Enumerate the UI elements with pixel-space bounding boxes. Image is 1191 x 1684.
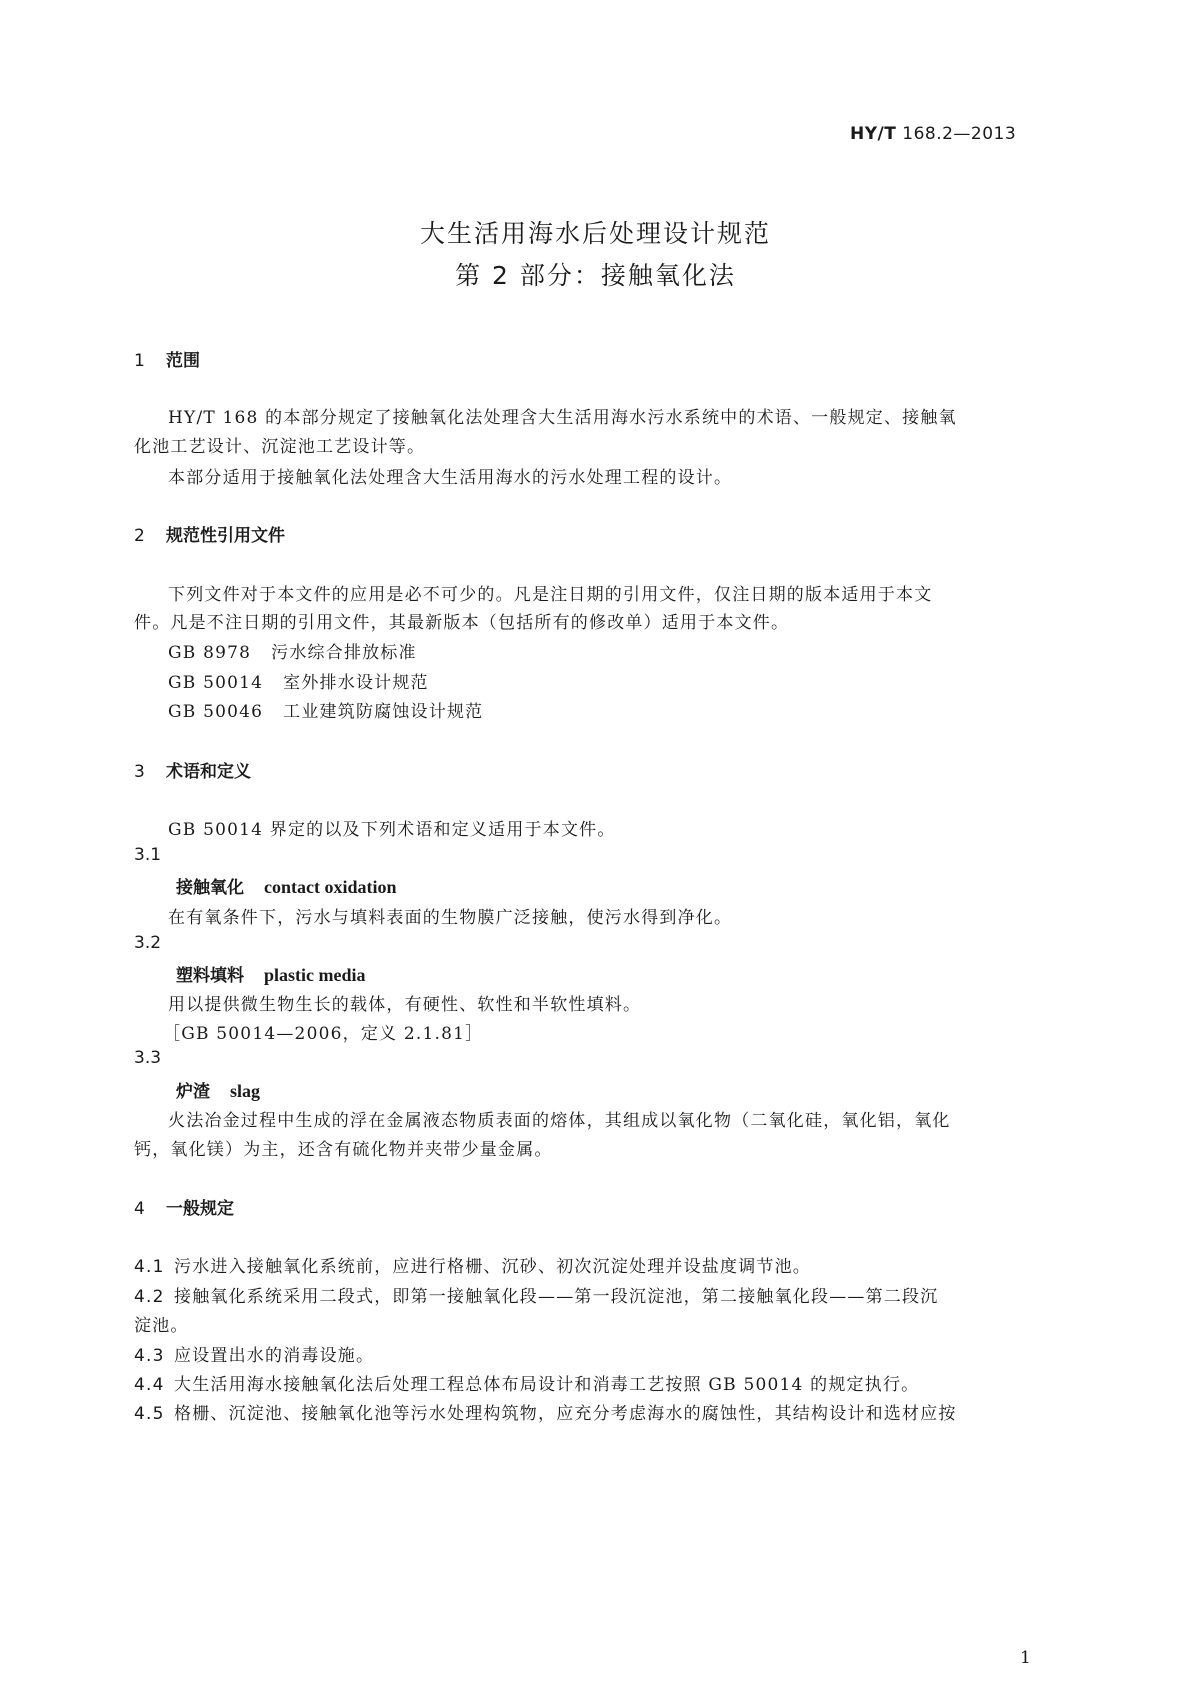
section-number: 2	[134, 526, 145, 546]
term-definition: 火法冶金过程中生成的浮在金属液态物质表面的熔体，其组成以氧化物（二氧化硅，氧化铝，氧化	[168, 1111, 951, 1131]
section-4-heading	[134, 1194, 234, 1219]
term-english: contact oxidation	[264, 877, 397, 897]
paragraph: 化池工艺设计、沉淀池工艺设计等。	[134, 437, 426, 457]
clause-continuation: 淀池。	[134, 1316, 189, 1336]
standard-prefix: HY/T	[850, 124, 897, 144]
clause-item	[134, 1341, 374, 1366]
reference-code: GB 50046	[168, 702, 264, 722]
clause-item	[134, 1282, 938, 1307]
section-title: 一般规定	[166, 1199, 234, 1219]
term-chinese: 塑料填料	[176, 966, 244, 986]
reference-name: 室外排水设计规范	[283, 673, 429, 693]
page-number: 1	[1020, 1648, 1031, 1668]
reference-item	[168, 638, 417, 663]
paragraph: 件。凡是不注日期的引用文件，其最新版本（包括所有的修改单）适用于本文件。	[134, 613, 790, 633]
term-entry	[176, 873, 397, 898]
standard-code	[850, 124, 1016, 144]
reference-name: 污水综合排放标准	[271, 643, 417, 663]
clause-number: 4.3	[134, 1346, 165, 1366]
reference-item	[168, 668, 429, 693]
clause-text: 格栅、沉淀池、接触氧化池等污水处理构筑物，应充分考虑海水的腐蚀性，其结构设计和选材应按	[174, 1404, 957, 1424]
term-definition: 钙，氧化镁）为主，还含有硫化物并夹带少量金属。	[134, 1140, 553, 1160]
term-number: 3.1	[134, 845, 162, 865]
paragraph: 本部分适用于接触氧化法处理含大生活用海水的污水处理工程的设计。	[168, 468, 733, 488]
paragraph: 下列文件对于本文件的应用是必不可少的。凡是注日期的引用文件，仅注日期的版本适用于本文	[168, 585, 933, 605]
clause-text: 接触氧化系统采用二段式，即第一接触氧化段——第一段沉淀池，第二接触氧化段——第二段沉	[174, 1287, 939, 1307]
reference-item	[168, 697, 483, 722]
term-number: 3.3	[134, 1048, 162, 1068]
term-english: slag	[230, 1081, 261, 1101]
clause-text: 大生活用海水接触氧化法后处理工程总体布局设计和消毒工艺按照 GB 50014 的规定执行。	[174, 1375, 920, 1395]
clause-number: 4.5	[134, 1404, 165, 1424]
term-chinese: 炉渣	[176, 1082, 210, 1102]
clause-text: 污水进入接触氧化系统前，应进行格栅、沉砂、初次沉淀处理并设盐度调节池。	[174, 1257, 811, 1277]
clause-item	[134, 1252, 811, 1277]
clause-text: 应设置出水的消毒设施。	[174, 1346, 375, 1366]
section-title: 规范性引用文件	[166, 526, 285, 546]
section-number: 4	[134, 1199, 145, 1219]
term-definition: 用以提供微生物生长的载体，有硬性、软性和半软性填料。	[168, 995, 642, 1015]
section-number: 3	[134, 762, 145, 782]
section-2-heading	[134, 521, 285, 546]
clause-number: 4.4	[134, 1375, 165, 1395]
reference-code: GB 50014	[168, 673, 264, 693]
section-number: 1	[134, 351, 145, 371]
reference-code: GB 8978	[168, 643, 252, 663]
term-number: 3.2	[134, 933, 162, 953]
reference-name: 工业建筑防腐蚀设计规范	[283, 702, 484, 722]
term-english: plastic media	[264, 965, 366, 985]
term-source: ［GB 50014—2006，定义 2.1.81］	[163, 1024, 484, 1044]
document-title: 大生活用海水后处理设计规范	[419, 219, 771, 248]
clause-item	[134, 1370, 919, 1395]
paragraph: GB 50014 界定的以及下列术语和定义适用于本文件。	[168, 820, 616, 840]
section-title: 术语和定义	[166, 762, 251, 782]
standard-number: 168.2—2013	[902, 124, 1017, 144]
section-1-heading	[134, 346, 200, 371]
term-chinese: 接触氧化	[176, 878, 244, 898]
paragraph: HY/T 168 的本部分规定了接触氧化法处理含大生活用海水污水系统中的术语、一般规定、接触氧	[168, 408, 957, 428]
clause-number: 4.1	[134, 1257, 165, 1277]
clause-number: 4.2	[134, 1287, 165, 1307]
document-subtitle: 第 2 部分：接触氧化法	[455, 261, 736, 290]
term-entry	[176, 961, 366, 986]
term-definition: 在有氧条件下，污水与填料表面的生物膜广泛接触，使污水得到净化。	[168, 908, 733, 928]
section-title: 范围	[166, 351, 200, 371]
section-3-heading	[134, 757, 251, 782]
term-entry	[176, 1077, 260, 1102]
clause-item	[134, 1399, 957, 1424]
